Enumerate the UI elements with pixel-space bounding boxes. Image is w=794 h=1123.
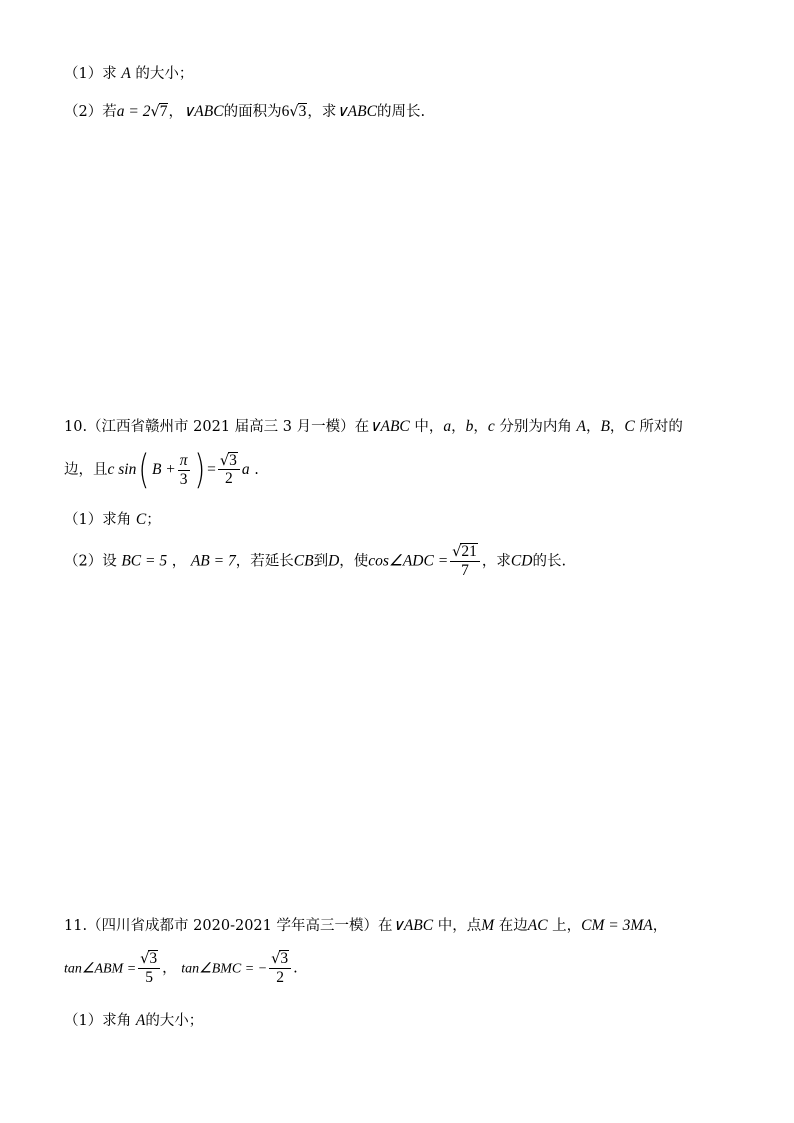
text: ， [585,419,601,435]
right-paren: ) [193,447,205,493]
q9-part2 [64,103,425,120]
question-header: 10.（江西省赣州市 2021 届高三 3 月一模）在 [64,419,370,435]
q10-part2 [64,543,566,579]
equation: CM = 3MA [581,917,653,934]
numerator: π [179,451,188,469]
var-a: a [241,461,250,478]
text: 的周长. [376,104,426,120]
fraction-pi-over-3 [178,452,190,489]
text: 在边 [498,918,528,934]
text: ， [609,419,625,435]
text: ，使 [339,553,369,570]
triangle-symbol: ∨ABC [392,917,434,934]
denominator: 2 [225,470,233,488]
text: 到 [313,553,329,570]
text: 分别为内角 [499,419,572,435]
segment: AC [527,917,548,934]
numerator [218,452,240,471]
text: . [249,462,259,478]
text: 的大小； [135,66,194,82]
var-A: A [576,418,586,435]
numerator [138,950,160,969]
denominator: 3 [179,470,188,488]
text: 边，且 [64,462,108,478]
var-D: D [328,552,340,570]
numerator [450,543,480,562]
text: ， [451,419,466,435]
segment: CD [510,552,533,570]
segment: CB [293,552,314,570]
text: 设 [102,553,117,570]
expression: cos∠ADC = [368,552,449,570]
var-C: C [624,418,635,435]
equation: a = 2 [116,103,151,120]
denominator: 7 [461,561,469,579]
expression: tan∠ABM = [64,961,137,977]
var-b: b [465,418,474,435]
var-B: B + [151,461,176,478]
radicand: 3 [229,451,237,469]
text: ， [171,553,187,570]
fraction-sqrt3-over-5 [138,950,160,986]
part-number: （2） [64,104,103,120]
radicand: 3 [280,950,289,967]
q11-part1 [64,1013,203,1029]
part-number: （2） [64,553,103,570]
question-header: 11.（四川省成都市 2020-2021 学年高三一模）在 [64,918,393,934]
sqrt-sign: √ [289,104,299,120]
equation: AB = 7 [190,552,236,570]
q11-line1 [64,918,667,934]
fraction-sqrt21-over-7 [450,543,480,579]
denominator: 2 [276,968,285,986]
part-number: （1） [64,512,103,528]
radicand: 3 [298,103,307,120]
fraction-sqrt3-over-2 [218,452,240,488]
triangle-symbol: ∨ABC [369,418,410,435]
var-A: A [135,1012,146,1029]
denominator: 5 [145,968,154,986]
text: 的大小； [145,1013,204,1029]
equals: = [207,461,216,478]
sqrt-sign: √ [271,951,281,967]
radicand: 3 [149,950,158,967]
var-A: A [121,65,131,82]
text: 所对的 [639,419,683,435]
triangle-symbol: ∨ABC [336,103,377,120]
var-C: C [135,511,147,528]
var-c: c [487,418,495,435]
text: ，求 [307,104,337,120]
text: ， [168,104,183,120]
text: ， [162,960,177,977]
var-M: M [481,917,495,934]
text: ，求 [481,553,511,570]
text: 求角 [102,512,132,528]
left-paren: ( [138,447,150,493]
q9-part1 [64,66,193,82]
sqrt-sign: √ [219,452,230,469]
var-B: B [600,418,610,435]
q10-line2 [64,447,259,493]
expression: tan∠BMC = − [181,961,268,977]
radicand: 21 [461,543,477,560]
text: 上， [552,918,582,934]
text: ， [473,419,488,435]
fraction-sqrt3-over-2 [269,950,291,986]
radicand: 7 [159,103,168,120]
expression: c sin [107,461,137,478]
sqrt-sign: √ [140,951,150,967]
text: 中，点 [437,918,482,934]
numerator [269,950,291,969]
number: 6 [281,103,290,120]
text: 的长. [532,553,567,570]
text: 若 [102,104,117,120]
q10-line1 [64,419,683,435]
q11-line2 [64,950,298,986]
text: 求角 [102,1013,132,1029]
text: 的面积为 [223,104,282,120]
text: ， [652,918,668,934]
part-number: （1） [64,66,103,82]
text: . [293,960,298,977]
sqrt-sign: √ [452,544,462,560]
text: 求 [102,66,117,82]
text: ，若延长 [235,553,294,570]
text: ； [146,512,161,528]
triangle-symbol: ∨ABC [182,103,224,120]
q10-part1 [64,512,161,528]
var-a: a [443,418,452,435]
text: 中， [414,419,444,435]
equation: BC = 5 [121,552,168,570]
part-number: （1） [64,1013,103,1029]
sqrt-sign: √ [150,104,160,120]
